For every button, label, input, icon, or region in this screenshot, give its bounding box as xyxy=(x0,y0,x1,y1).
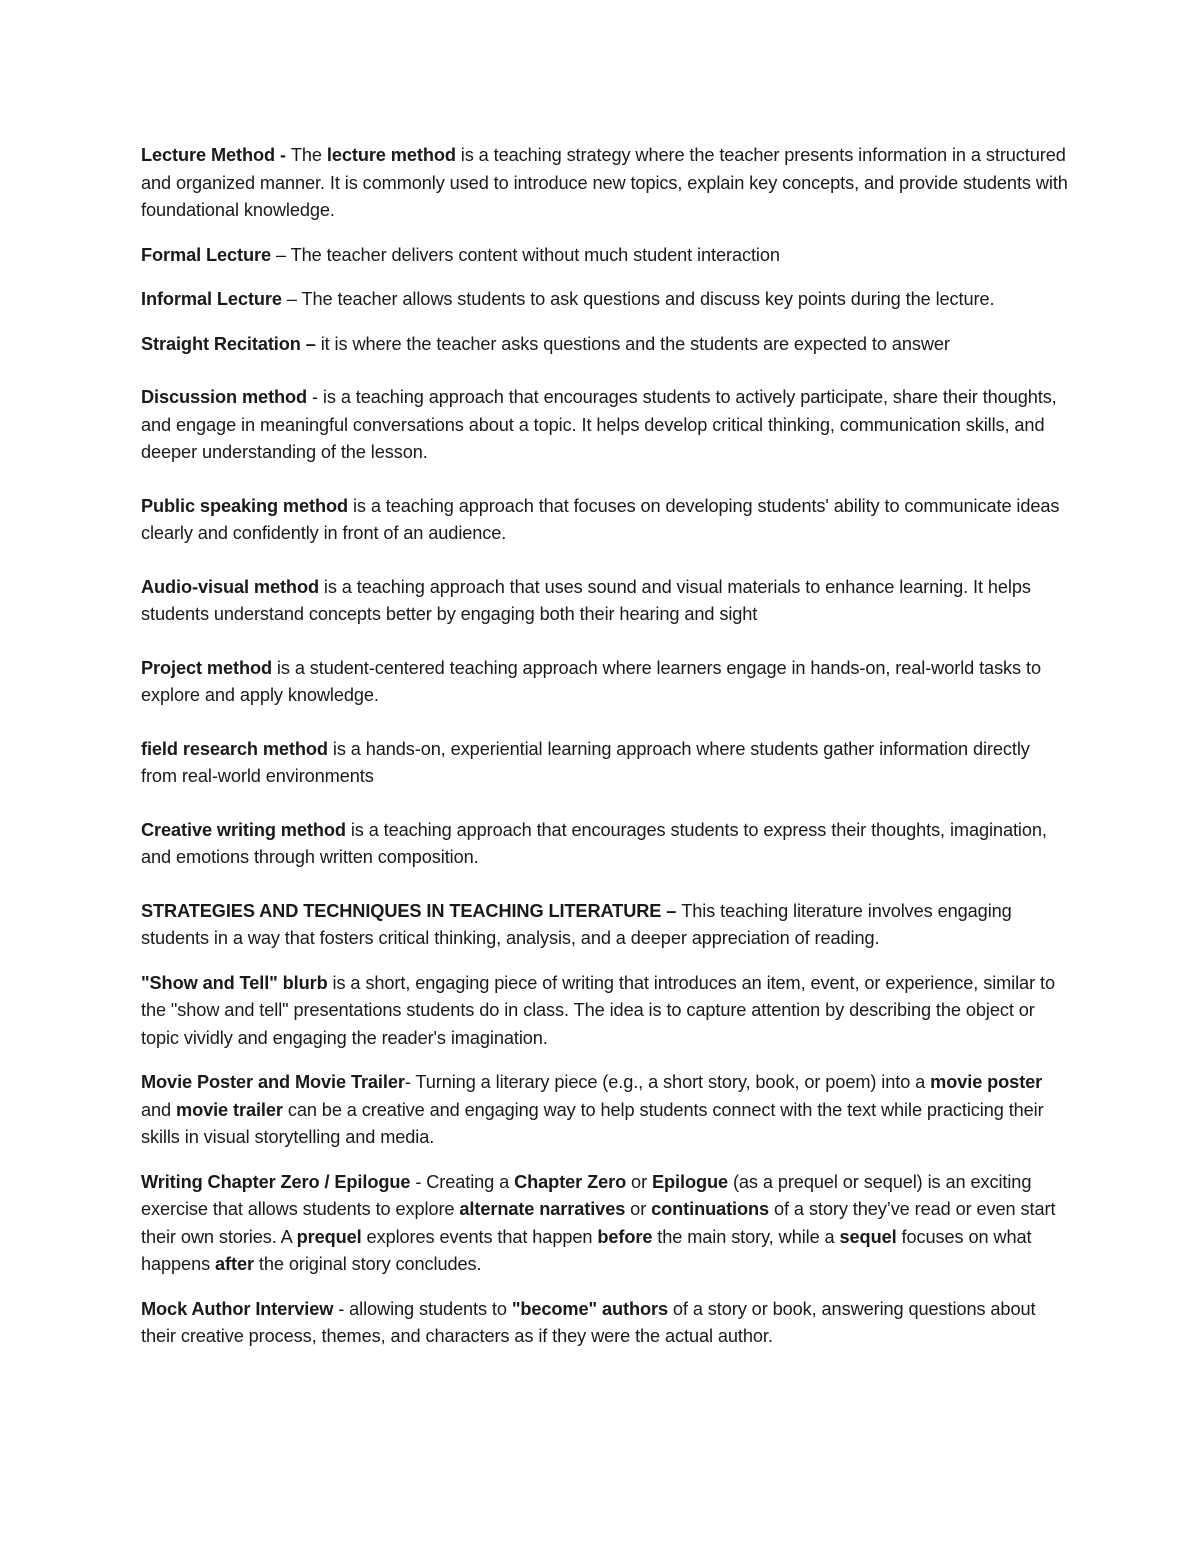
bold-term: Mock Author Interview xyxy=(141,1298,334,1319)
bold-term: Audio-visual method xyxy=(141,576,319,597)
paragraph-strategies-heading xyxy=(141,898,1070,953)
paragraph-informal-lecture xyxy=(141,286,1070,314)
bold-term: Discussion method xyxy=(141,387,308,407)
paragraph-lecture-method xyxy=(141,142,1070,225)
text-run: or xyxy=(626,1171,652,1192)
text-run: of a story they’ve read or even start their own stories. A xyxy=(141,1199,1056,1247)
text-run: the main story, while a xyxy=(652,1226,840,1247)
paragraph-project-method xyxy=(141,655,1070,710)
bold-term: Lecture Method - xyxy=(141,145,291,165)
bold-term: Creative writing method xyxy=(141,819,346,840)
text-run: is a teaching strategy where the teacher presents information in a structured and organized manner. It is commonly used to introduce new topics, explain key concepts, and provide students with foundational knowledge. xyxy=(141,145,1068,220)
bold-term: Project method xyxy=(141,657,272,678)
paragraph-show-and-tell-blurb xyxy=(141,970,1070,1053)
text-run: is a teaching approach that encourages students to express their thoughts, imagination, and emotions through written composition. xyxy=(141,819,1047,867)
bold-term: Epilogue xyxy=(652,1171,728,1192)
bold-term: field research method xyxy=(141,738,328,759)
paragraph-movie-poster-trailer xyxy=(141,1069,1070,1152)
text-run: – The teacher allows students to ask questions and discuss key points during the lecture. xyxy=(281,289,995,309)
text-run: focuses on what happens xyxy=(141,1226,1032,1274)
paragraph-chapter-zero-epilogue xyxy=(141,1169,1070,1279)
text-run: The xyxy=(290,145,327,165)
text-run: can be a creative and engaging way to help students connect with the text while practicing their skills in visual storytelling and media. xyxy=(141,1099,1044,1147)
text-run: explores events that happen xyxy=(361,1226,598,1247)
bold-term: sequel xyxy=(839,1226,897,1247)
bold-term: Chapter Zero xyxy=(514,1171,627,1192)
bold-term: before xyxy=(597,1226,653,1247)
text-run: - Turning a literary piece (e.g., a short story, book, or poem) into a xyxy=(404,1072,931,1092)
text-run: the original story concludes. xyxy=(253,1254,482,1274)
paragraph-discussion-method xyxy=(141,384,1070,467)
bold-term: Straight Recitation – xyxy=(141,333,321,354)
paragraph-formal-lecture xyxy=(141,242,1070,270)
paragraph-creative-writing-method xyxy=(141,817,1070,872)
bold-term: Informal Lecture xyxy=(141,289,282,309)
text-run: is a teaching approach that uses sound and visual materials to enhance learning. It helps students understand concepts better by engaging both their hearing and sight xyxy=(141,576,1031,624)
bold-term: Public speaking method xyxy=(141,495,348,516)
bold-term: prequel xyxy=(296,1226,362,1247)
paragraph-straight-recitation xyxy=(141,331,1070,359)
text-run: is a student-centered teaching approach where learners engage in hands-on, real-world tasks to explore and apply knowledge. xyxy=(141,657,1041,705)
bold-term: "Show and Tell" blurb xyxy=(141,972,328,993)
bold-term: "become" authors xyxy=(511,1298,668,1319)
text-run: is a hands-on, experiential learning approach where students gather information directly from real-world environments xyxy=(141,738,1030,786)
bold-term: lecture method xyxy=(326,145,456,165)
text-run: (as a prequel or sequel) is an exciting exercise that allows students to explore xyxy=(141,1171,1032,1219)
bold-term: movie poster xyxy=(930,1072,1043,1092)
text-run: it is where the teacher asks questions and the students are expected to answer xyxy=(320,333,950,354)
paragraph-public-speaking-method xyxy=(141,493,1070,548)
bold-term: movie trailer xyxy=(176,1099,283,1120)
text-run: is a short, engaging piece of writing that introduces an item, event, or experience, similar to the "show and tell" presentations students do in class. The idea is to capture attention by describing the object or topic vividly and engaging the reader's imagination. xyxy=(141,972,1055,1048)
text-run: and xyxy=(141,1099,176,1120)
paragraph-mock-author-interview xyxy=(141,1296,1070,1351)
text-run: - allowing students to xyxy=(333,1298,512,1319)
bold-term: alternate narratives xyxy=(459,1199,626,1219)
paragraph-audio-visual-method xyxy=(141,574,1070,629)
bold-term: STRATEGIES AND TECHNIQUES IN TEACHING LITERATURE – xyxy=(141,900,682,921)
text-run: is a teaching approach that focuses on developing students' ability to communicate ideas clearly and confidently in front of an audience. xyxy=(141,495,1060,543)
text-run: of a story or book, answering questions about their creative process, themes, and characters as if they were the actual author. xyxy=(141,1298,1036,1346)
bold-term: Movie Poster and Movie Trailer xyxy=(141,1072,405,1092)
text-run: - is a teaching approach that encourages students to actively participate, share their thoughts, and engage in meaningful conversations about a topic. It helps develop critical thinking, communication skills, and deeper understanding of the lesson. xyxy=(141,387,1057,462)
bold-term: Writing Chapter Zero / Epilogue xyxy=(141,1171,411,1192)
bold-term: Formal Lecture xyxy=(141,244,271,265)
text-run: This teaching literature involves engaging students in a way that fosters critical thinking, analysis, and a deeper appreciation of reading. xyxy=(141,900,1012,948)
bold-term: after xyxy=(215,1254,254,1274)
bold-term: continuations xyxy=(651,1199,770,1219)
text-run: or xyxy=(625,1199,652,1219)
text-run: - Creating a xyxy=(410,1171,515,1192)
paragraph-field-research-method xyxy=(141,736,1070,791)
text-run: – The teacher delivers content without much student interaction xyxy=(271,244,780,265)
